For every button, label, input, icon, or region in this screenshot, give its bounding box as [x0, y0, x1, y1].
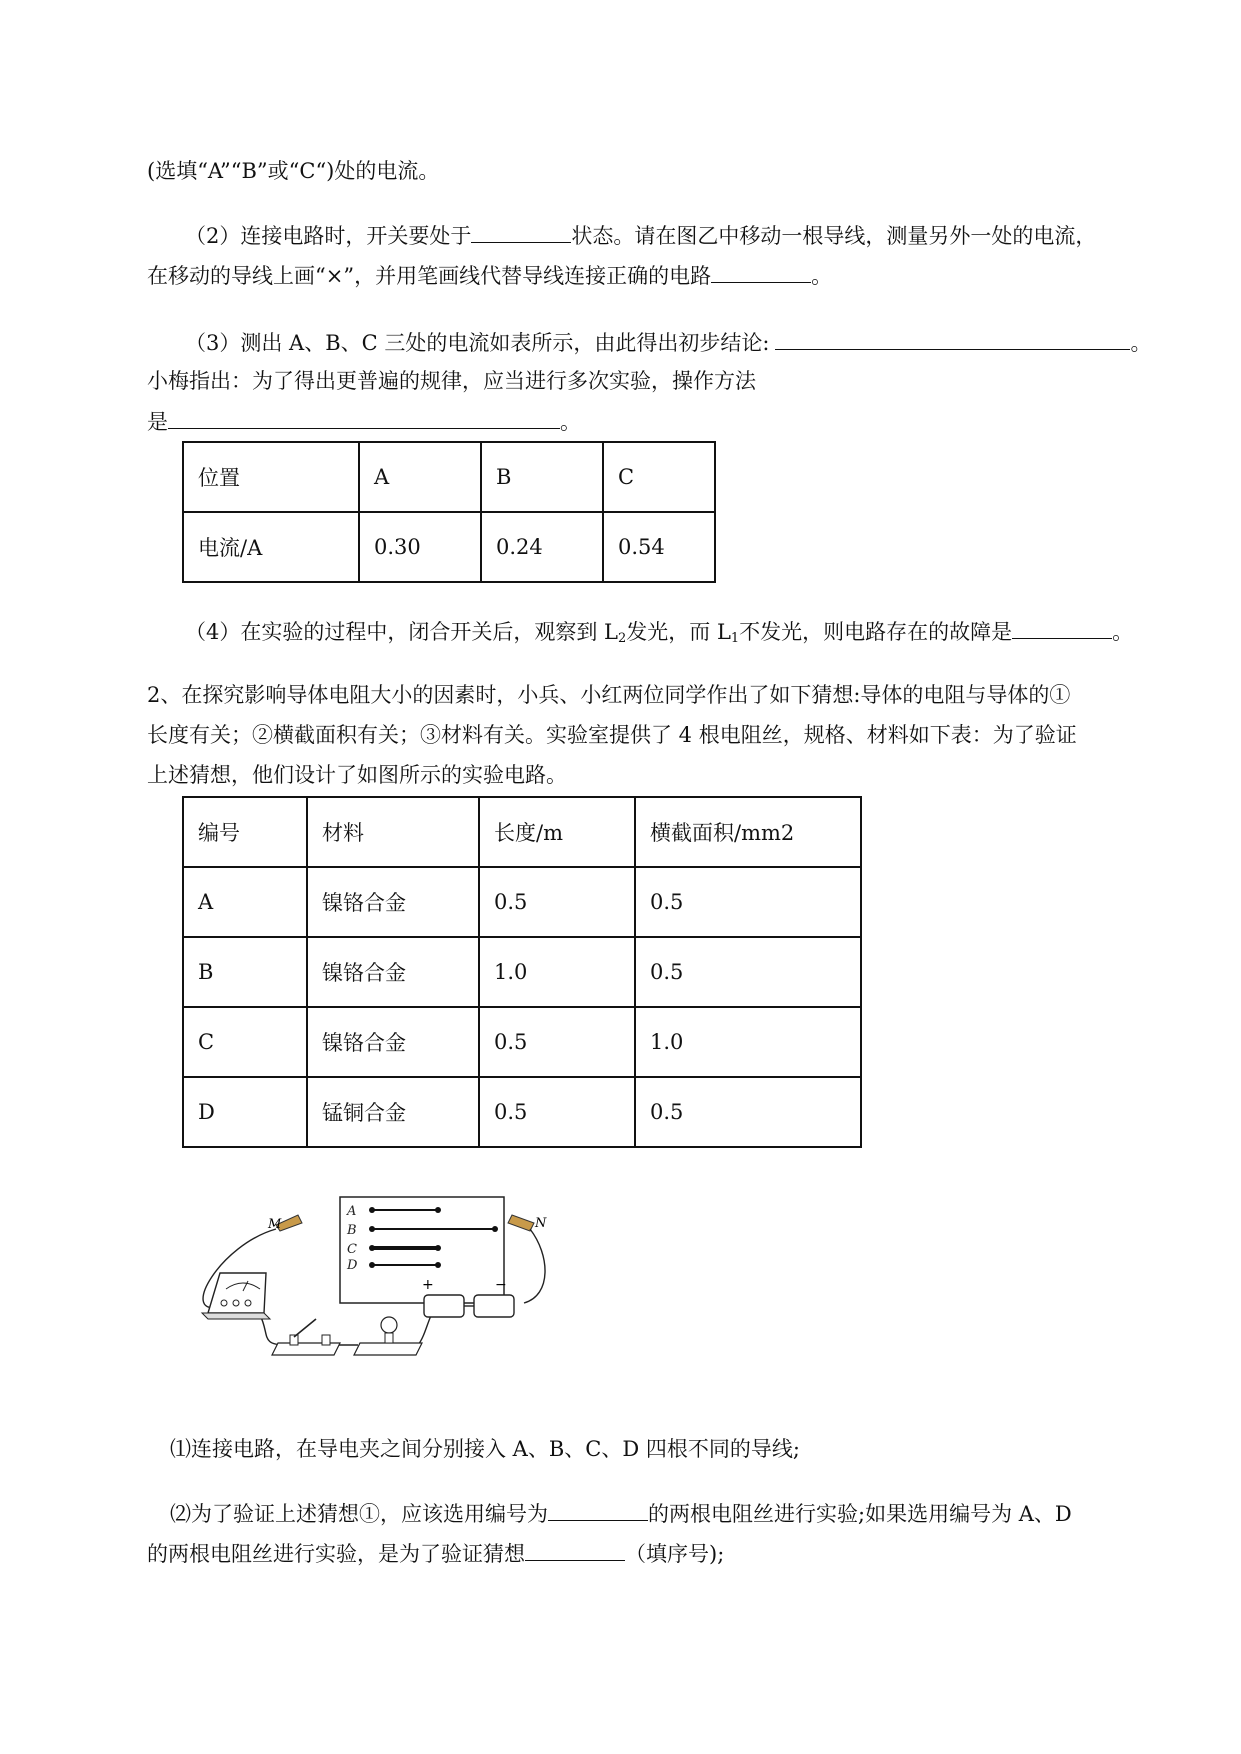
q2-step-2-text-d: （填序号); [625, 1542, 725, 1566]
q1-part3-text-c: 是 [147, 410, 168, 434]
period: 。 [1112, 620, 1134, 644]
table-cell: 0.30 [359, 512, 481, 582]
q1-part2-line-1 [185, 220, 1096, 251]
table-cell: 0.5 [479, 1007, 635, 1077]
wire-label-c: C [347, 1242, 357, 1257]
fault-blank[interactable] [1012, 616, 1112, 639]
table-row [183, 512, 715, 582]
conclusion-blank[interactable] [775, 327, 1130, 350]
subscript: 1 [730, 631, 740, 646]
table-row [183, 1077, 861, 1147]
table-cell: 1.0 [635, 1007, 861, 1077]
circuit-blank[interactable] [711, 260, 811, 283]
table-cell: 镍铬合金 [307, 937, 479, 1007]
q1-part2-line-2 [147, 260, 832, 291]
table-cell: 0.24 [481, 512, 603, 582]
switch-state-blank[interactable] [471, 220, 571, 243]
table-header: C [603, 442, 715, 512]
clip-m-label: M [268, 1217, 282, 1232]
table-cell: 0.5 [635, 867, 861, 937]
clip-n-icon [508, 1215, 547, 1231]
table-cell: D [183, 1077, 307, 1147]
clip-n-label: N [535, 1216, 547, 1231]
q2-line-2: 长度有关；②横截面积有关；③材料有关。实验室提供了 4 根电阻丝，规格、材料如下表：为了验证 [147, 723, 1077, 747]
table-header: B [481, 442, 603, 512]
table-row [183, 797, 861, 867]
q1-line-1: (选填“A”“B”或“C“)处的电流。 [147, 159, 440, 183]
q1-part2-text-c: 在移动的导线上画“×”，并用笔画线代替导线连接正确的电路 [147, 264, 712, 288]
q1-part4-text-a: （4）在实验的过程中，闭合开关后，观察到 L [185, 620, 618, 644]
table-header: A [359, 442, 481, 512]
bulb-icon [354, 1317, 422, 1355]
q1-part4-text-b: 发光，而 L [626, 620, 731, 644]
table-cell: 电流/A [183, 512, 359, 582]
wire-selection-blank[interactable] [548, 1498, 648, 1521]
table-row [183, 442, 715, 512]
wire-label-d: D [347, 1258, 358, 1273]
table-row [183, 867, 861, 937]
resistance-wire-table [182, 796, 862, 1148]
table-cell: 1.0 [479, 937, 635, 1007]
q2-step-2-line-2 [147, 1538, 724, 1569]
table-cell: 0.54 [603, 512, 715, 582]
table-header: 材料 [307, 797, 479, 867]
plus-sign: + [422, 1277, 434, 1293]
q2-step-2-text-a: ⑵为了验证上述猜想①，应该选用编号为 [170, 1502, 548, 1526]
q2-line-1: 2、在探究影响导体电阻大小的因素时，小兵、小红两位同学作出了如下猜想:导体的电阻与导体的① [147, 683, 1071, 707]
wire-label-a: A [347, 1204, 357, 1219]
table-row [183, 1007, 861, 1077]
period: 。 [560, 410, 581, 434]
table-cell: A [183, 867, 307, 937]
table-cell: 镍铬合金 [307, 1007, 479, 1077]
minus-sign: − [495, 1277, 507, 1293]
q1-part4-line [185, 616, 1133, 654]
method-blank[interactable] [168, 406, 560, 429]
hypothesis-blank[interactable] [525, 1538, 625, 1561]
table-cell: C [183, 1007, 307, 1077]
table-cell: 镍铬合金 [307, 867, 479, 937]
q1-part3-text-a: （3）测出 A、B、C 三处的电流如表所示，由此得出初步结论: [185, 331, 770, 355]
table-header: 长度/m [479, 797, 635, 867]
q2-step-1: ⑴连接电路，在导电夹之间分别接入 A、B、C、D 四根不同的导线; [170, 1437, 800, 1461]
q2-line-3: 上述猜想，他们设计了如图所示的实验电路。 [147, 763, 567, 787]
wire-label-b: B [347, 1223, 357, 1238]
table-cell: 0.5 [479, 1077, 635, 1147]
q2-step-2-text-c: 的两根电阻丝进行实验，是为了验证猜想 [147, 1542, 525, 1566]
q1-part3-line-1 [185, 327, 1151, 358]
table-row [183, 937, 861, 1007]
table-cell: 0.5 [479, 867, 635, 937]
current-table [182, 441, 716, 583]
ammeter-icon [202, 1273, 270, 1319]
switch-icon [272, 1319, 340, 1355]
circuit-diagram [190, 1185, 610, 1385]
q1-part2-text-a: （2）连接电路时，开关要处于 [185, 224, 472, 248]
subscript: 2 [617, 631, 627, 646]
table-cell: 0.5 [635, 937, 861, 1007]
q1-part2-text-b: 状态。请在图乙中移动一根导线，测量另外一处的电流， [571, 224, 1097, 248]
table-cell: 锰铜合金 [307, 1077, 479, 1147]
period: 。 [1130, 331, 1152, 355]
q1-part3-line-3 [147, 406, 581, 437]
q1-part3-line-2: 小梅指出：为了得出更普遍的规律，应当进行多次实验，操作方法 [147, 369, 756, 393]
q2-step-2-text-b: 的两根电阻丝进行实验;如果选用编号为 A、D [648, 1502, 1072, 1526]
period: 。 [811, 264, 833, 288]
q1-part4-text-c: 不发光，则电路存在的故障是 [739, 620, 1013, 644]
table-header: 横截面积/mm2 [635, 797, 861, 867]
table-cell: B [183, 937, 307, 1007]
table-header: 编号 [183, 797, 307, 867]
table-header: 位置 [183, 442, 359, 512]
table-cell: 0.5 [635, 1077, 861, 1147]
q2-step-2-line-1 [170, 1498, 1072, 1529]
